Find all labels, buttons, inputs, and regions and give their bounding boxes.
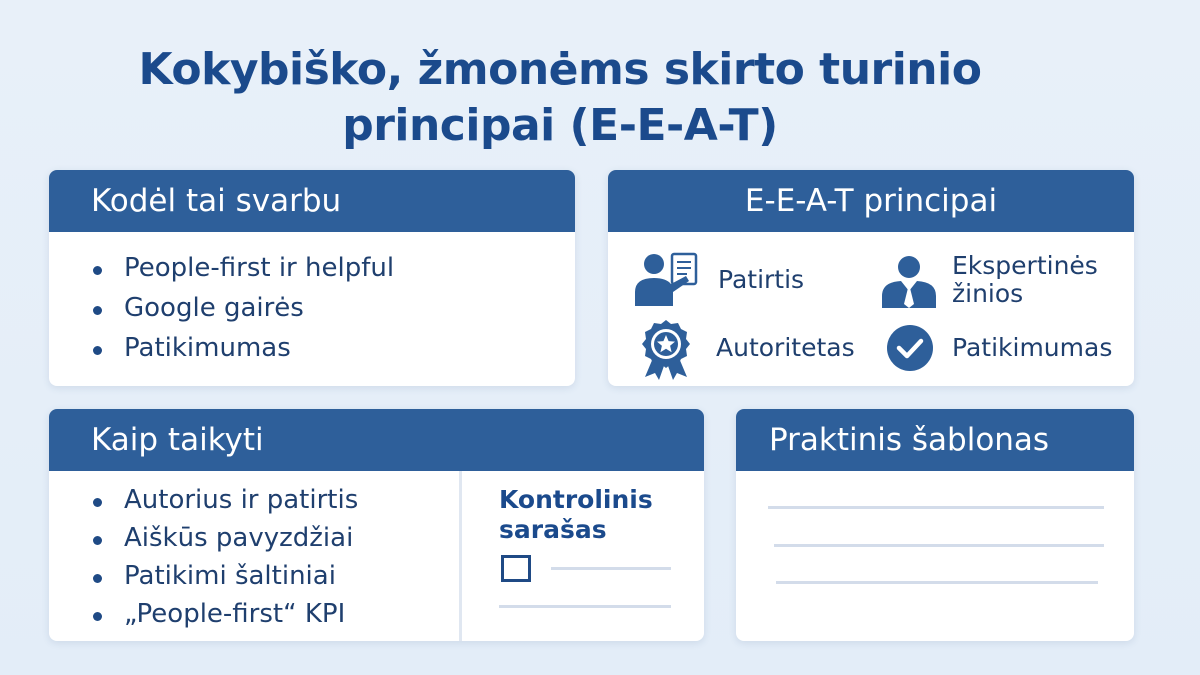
list-item: Google gairės xyxy=(93,290,394,330)
why-list xyxy=(93,250,394,370)
bullet-icon xyxy=(93,536,102,545)
principle-expertise: Ekspertinės žinios xyxy=(952,251,1098,308)
list-item: Aiškūs pavyzdžiai xyxy=(93,521,358,559)
apply-card-header: Kaip taikyti xyxy=(49,409,704,471)
principles-card-header: E-E-A-T principai xyxy=(608,170,1134,232)
page-title-line1: Kokybiško, žmonėms skirto turinio xyxy=(138,44,982,95)
person-presentation-icon xyxy=(632,250,700,308)
checklist-checkbox[interactable] xyxy=(501,555,531,582)
principle-trust: Patikimumas xyxy=(952,333,1113,362)
list-item: Patikimumas xyxy=(93,330,394,370)
template-card xyxy=(736,409,1134,641)
page-title-line2: principai (E-E-A-T) xyxy=(342,100,778,151)
why-card-header: Kodėl tai svarbu xyxy=(49,170,575,232)
principle-authority: Autoritetas xyxy=(716,333,855,362)
bullet-icon xyxy=(93,346,102,355)
bullet-icon xyxy=(93,266,102,275)
checklist-line xyxy=(551,567,671,570)
template-line xyxy=(768,506,1104,509)
list-item: People-first ir helpful xyxy=(93,250,394,290)
principle-experience: Patirtis xyxy=(718,265,805,294)
check-circle-icon xyxy=(886,324,934,372)
apply-list xyxy=(93,483,358,635)
list-item: „People-first“ KPI xyxy=(93,597,358,635)
page-title xyxy=(100,42,1020,154)
bullet-icon xyxy=(93,498,102,507)
checklist-title: Kontrolinis sarašas xyxy=(499,485,653,544)
checklist-line xyxy=(499,605,671,608)
list-item: Autorius ir patirtis xyxy=(93,483,358,521)
apply-card xyxy=(49,409,704,641)
template-line xyxy=(774,544,1104,547)
expert-person-icon xyxy=(880,254,938,308)
list-item: Patikimi šaltiniai xyxy=(93,559,358,597)
bullet-icon xyxy=(93,306,102,315)
why-card xyxy=(49,170,575,386)
template-card-header: Praktinis šablonas xyxy=(736,409,1134,471)
award-badge-icon xyxy=(640,318,692,380)
bullet-icon xyxy=(93,574,102,583)
bullet-icon xyxy=(93,612,102,621)
principles-card xyxy=(608,170,1134,386)
template-line xyxy=(776,581,1098,584)
column-divider xyxy=(459,471,462,641)
